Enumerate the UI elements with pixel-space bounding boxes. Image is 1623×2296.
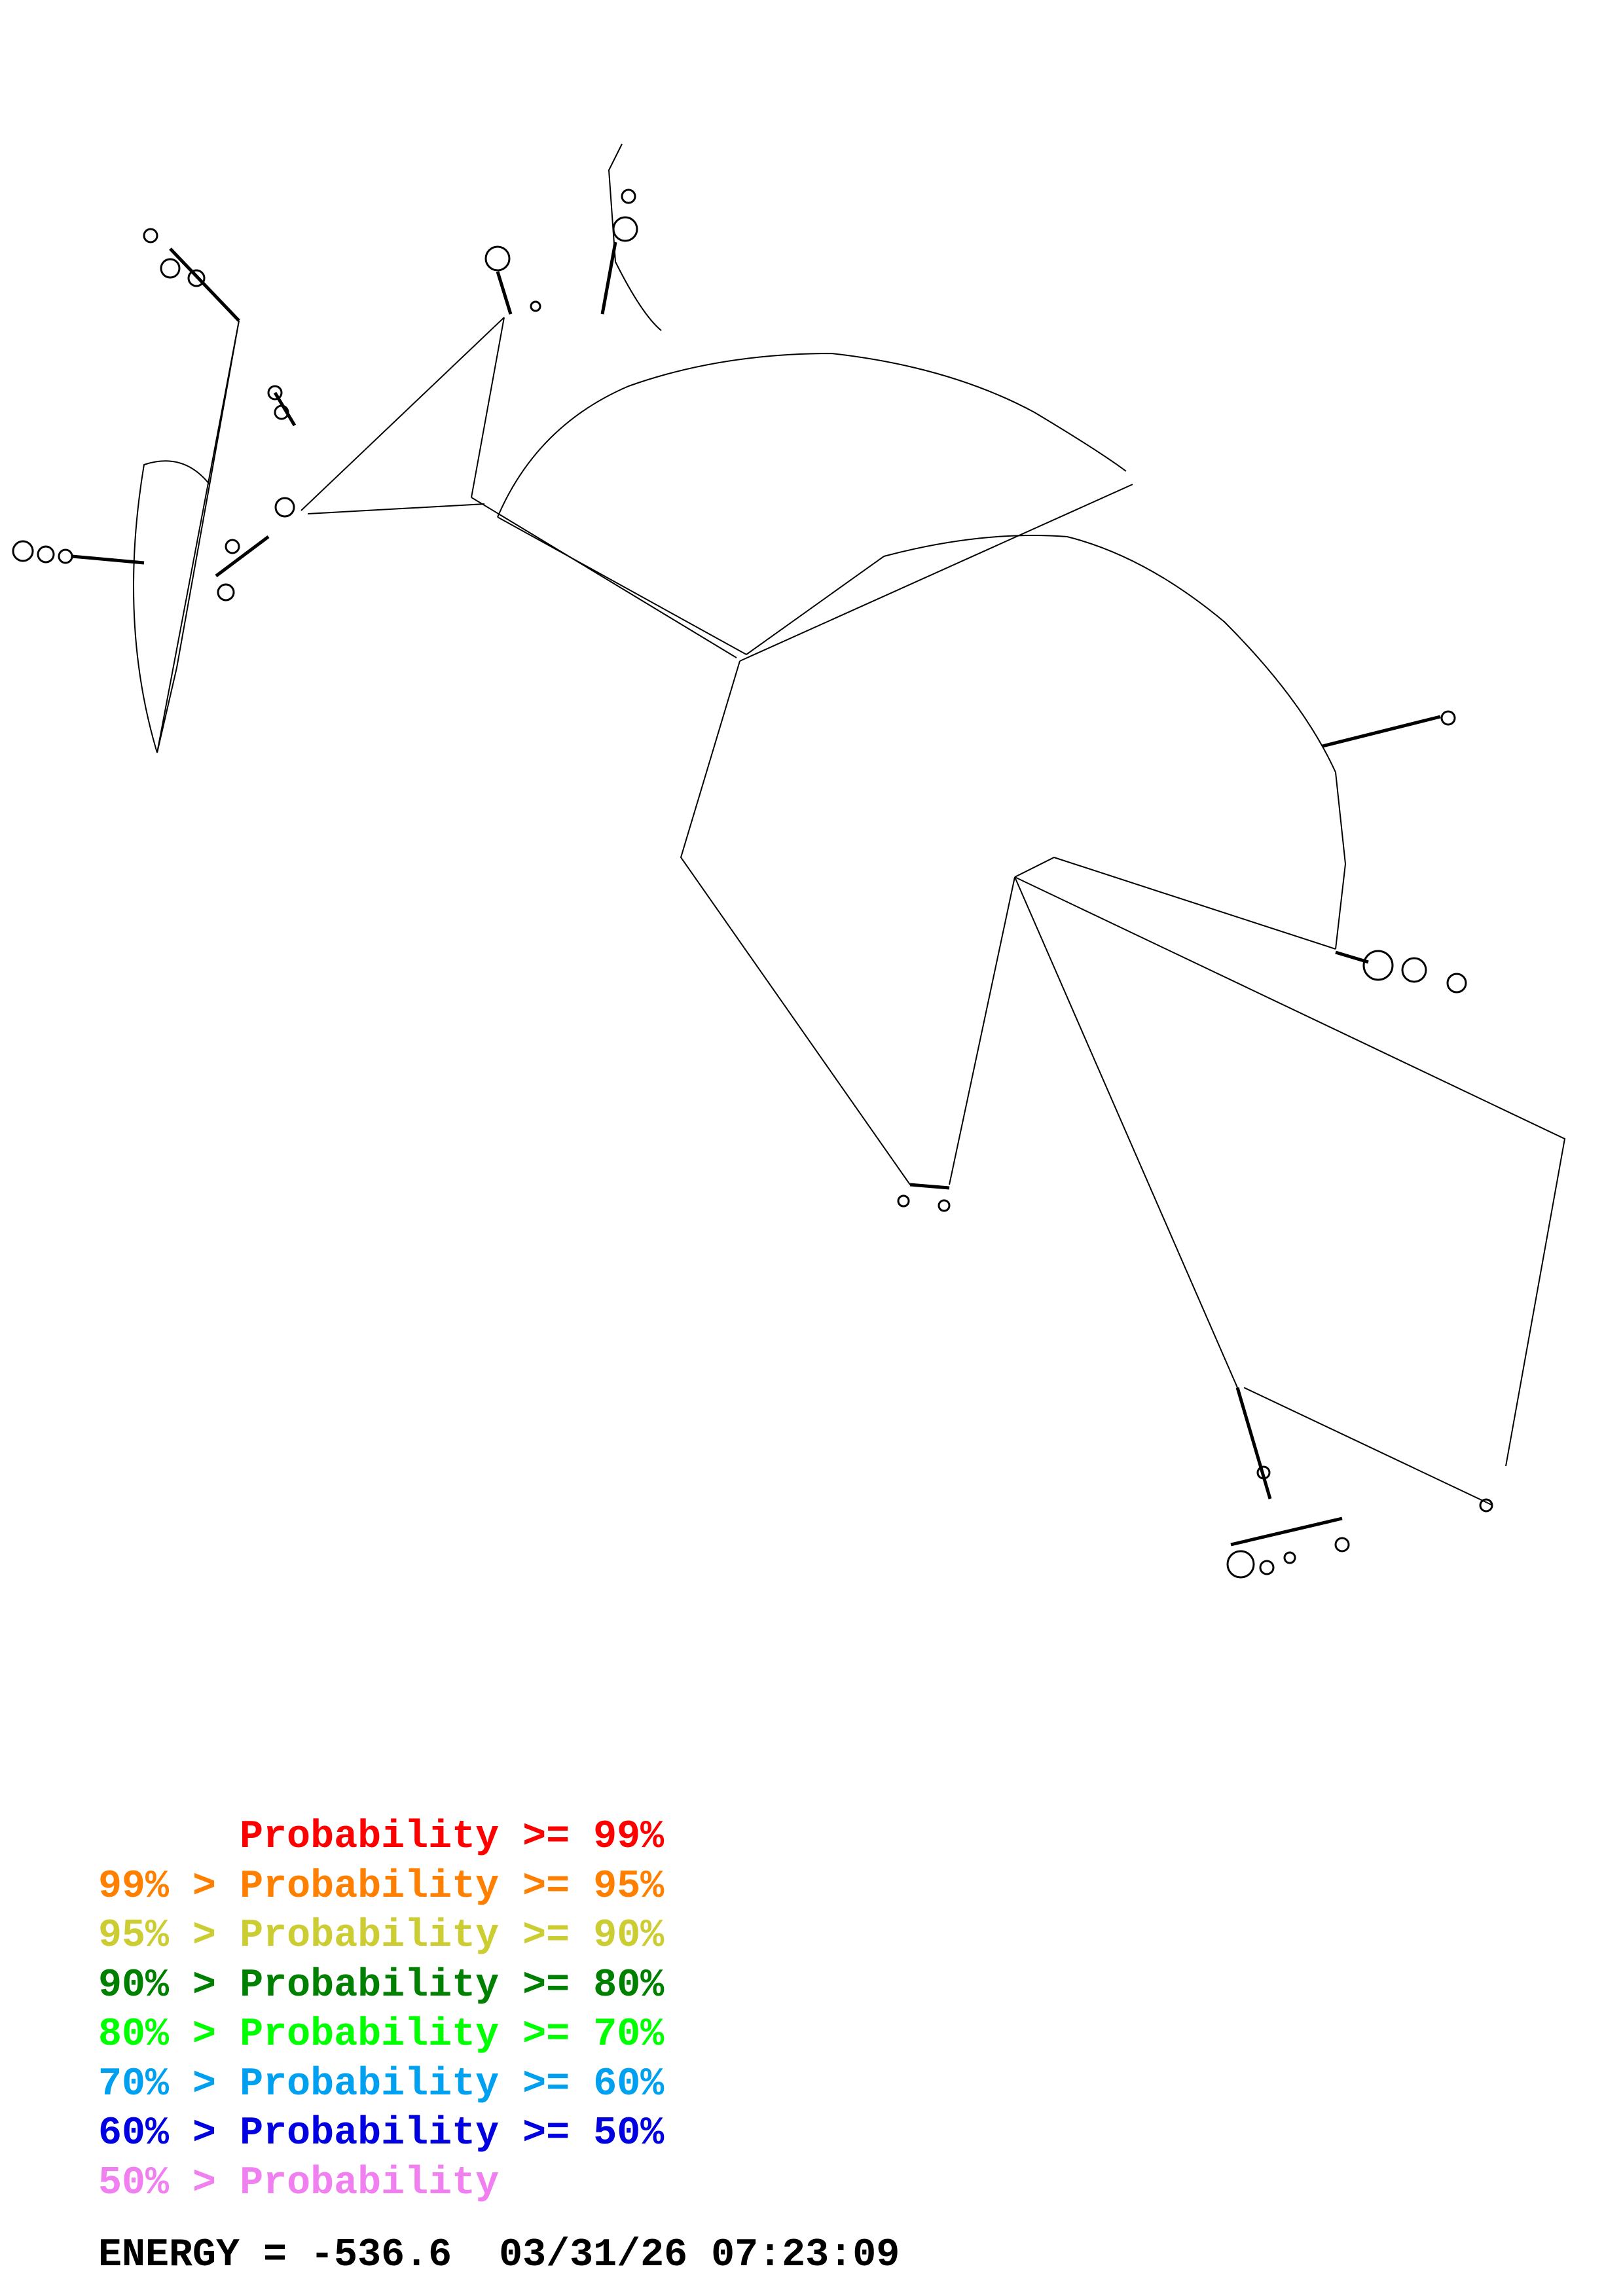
hairpin-loop: [59, 550, 72, 563]
stem: [910, 1185, 949, 1188]
stem: [1322, 717, 1440, 746]
legend-right: 80%: [593, 1963, 665, 2008]
legend-label: Probability: [240, 2013, 500, 2057]
legend-spacer: [98, 1815, 192, 1859]
stem: [1231, 1518, 1342, 1545]
legend-op: >=: [522, 2111, 570, 2156]
legend-spacer: [169, 1964, 192, 2008]
legend-row: [98, 1962, 664, 2011]
legend-right: 99%: [593, 1815, 665, 1859]
hairpin-loop: [622, 190, 635, 203]
hairpin-loop: [144, 229, 157, 242]
legend-spacer: [499, 2013, 522, 2057]
hairpin-loop: [1442, 711, 1455, 725]
legend-spacer: [499, 1865, 522, 1909]
hairpin-loop: [1228, 1551, 1254, 1577]
legend-sep: >: [192, 2062, 217, 2107]
legend-spacer: [499, 2161, 522, 2206]
legend-left: 70%: [98, 2062, 170, 2107]
legend-spacer: [499, 2111, 522, 2156]
hairpin-loop: [1448, 974, 1466, 992]
legend-spacer: [216, 2062, 240, 2107]
legend-left: 50%: [98, 2161, 170, 2206]
legend-sep: >: [192, 2161, 217, 2206]
hairpin-loop: [218, 584, 234, 600]
stem: [498, 272, 511, 314]
hairpin-loop: [486, 247, 509, 270]
hairpin-loop: [1402, 958, 1426, 982]
hairpin-loop: [898, 1196, 909, 1206]
backbone-segment: [498, 517, 746, 655]
backbone-segment: [949, 877, 1015, 1185]
legend-spacer: [522, 2161, 546, 2206]
legend-op: >=: [522, 2013, 570, 2057]
legend-sep: >: [192, 1963, 217, 2008]
legend-sep: >: [192, 2013, 217, 2057]
legend-spacer: [216, 2161, 240, 2206]
legend-label: Probability: [240, 2161, 500, 2206]
stem: [1237, 1388, 1270, 1499]
legend-row: [98, 2159, 664, 2209]
legend-label: Probability: [240, 2062, 500, 2107]
legend-row: [98, 2109, 664, 2159]
legend-spacer: [169, 1914, 192, 1958]
legend-op: >=: [522, 1864, 570, 1909]
legend-spacer: [499, 2062, 522, 2107]
backbone-segment: [681, 661, 910, 1185]
backbone-segment: [1015, 857, 1336, 949]
hairpin-loop: [38, 547, 54, 562]
legend-left: 90%: [98, 1963, 170, 2008]
legend-row: [98, 1912, 664, 1962]
legend-op: >=: [522, 1815, 570, 1859]
backbone-segment: [471, 497, 737, 658]
backbone-segment: [1015, 877, 1565, 1466]
backbone-segment: [740, 484, 1133, 661]
legend-spacer: [169, 2111, 192, 2156]
hairpin-loop: [1364, 951, 1393, 980]
legend-label: Probability: [240, 1963, 500, 2008]
legend-right: 50%: [593, 2111, 665, 2156]
energy-value: ENERGY = -536.6: [98, 2233, 452, 2278]
legend-spacer: [216, 2111, 240, 2156]
legend-spacer: [216, 1964, 240, 2008]
hairpin-loop: [531, 302, 540, 311]
backbone-segment: [746, 535, 1336, 772]
hairpin-loop: [226, 540, 239, 553]
legend-spacer: [216, 2013, 240, 2057]
stem: [275, 393, 295, 425]
legend-left: 99%: [98, 1864, 170, 1909]
legend-right: 60%: [593, 2062, 665, 2107]
legend-spacer: [169, 2161, 192, 2206]
hairpin-loop: [613, 217, 637, 241]
legend-spacer: [570, 1815, 593, 1859]
hairpin-loop: [13, 541, 33, 561]
legend-sep: >: [192, 2111, 217, 2156]
backbone-segment: [1244, 1388, 1493, 1505]
backbone-segment: [1015, 877, 1237, 1388]
legend-op: >=: [522, 1963, 570, 2008]
legend-sep: >: [192, 1914, 217, 1958]
legend-row: [98, 1863, 664, 1912]
backbone-segment: [498, 353, 1126, 517]
hairpin-loop: [1285, 1552, 1295, 1563]
legend-spacer: [169, 1865, 192, 1909]
legend-sep: >: [192, 1864, 217, 1909]
legend-spacer: [192, 1815, 240, 1859]
legend-label: Probability: [240, 1914, 500, 1958]
stem: [72, 556, 144, 563]
legend-spacer: [169, 2013, 192, 2057]
hairpin-loop: [1480, 1499, 1492, 1511]
hairpin-loop: [276, 498, 294, 516]
legend-spacer: [499, 1815, 522, 1859]
stem: [602, 242, 615, 314]
hairpin-loop: [939, 1200, 949, 1211]
legend-row: [98, 2060, 664, 2110]
legend-right: 70%: [593, 2013, 665, 2057]
legend-left: 60%: [98, 2111, 170, 2156]
legend-left: 80%: [98, 2013, 170, 2057]
legend-label: Probability: [240, 1864, 500, 1909]
stem: [216, 537, 268, 576]
hairpin-loop: [161, 259, 179, 278]
stem: [1336, 952, 1368, 962]
legend-spacer: [216, 1914, 240, 1958]
timestamp: 03/31/26 07:23:09: [499, 2233, 900, 2278]
legend-spacer: [570, 2062, 593, 2107]
backbone-segment: [1336, 772, 1345, 949]
legend-spacer: [499, 1964, 522, 2008]
legend-right: 90%: [593, 1914, 665, 1958]
legend-spacer: [570, 1865, 593, 1909]
legend-spacer: [499, 1914, 522, 1958]
legend-op: >=: [522, 2062, 570, 2107]
legend-op: >=: [522, 1914, 570, 1958]
legend-row: [98, 2011, 664, 2060]
probability-legend: [98, 1813, 664, 2208]
legend-left: 95%: [98, 1914, 170, 1958]
legend-spacer: [216, 1865, 240, 1909]
hairpin-loop: [1336, 1538, 1349, 1551]
legend-label: Probability: [240, 2111, 500, 2156]
stem: [170, 249, 239, 321]
legend-spacer: [169, 2062, 192, 2107]
backbone-segment: [134, 461, 210, 753]
legend-right: 95%: [593, 1864, 665, 1909]
legend-spacer: [570, 1964, 593, 2008]
legend-spacer: [570, 1914, 593, 1958]
legend-row: [98, 1813, 664, 1863]
backbone-segment: [308, 504, 484, 514]
legend-spacer: [570, 2013, 593, 2057]
legend-spacer: [570, 2111, 593, 2156]
hairpin-loop: [1260, 1561, 1273, 1574]
legend-label: Probability: [240, 1815, 500, 1859]
energy-footer: [98, 2233, 900, 2278]
